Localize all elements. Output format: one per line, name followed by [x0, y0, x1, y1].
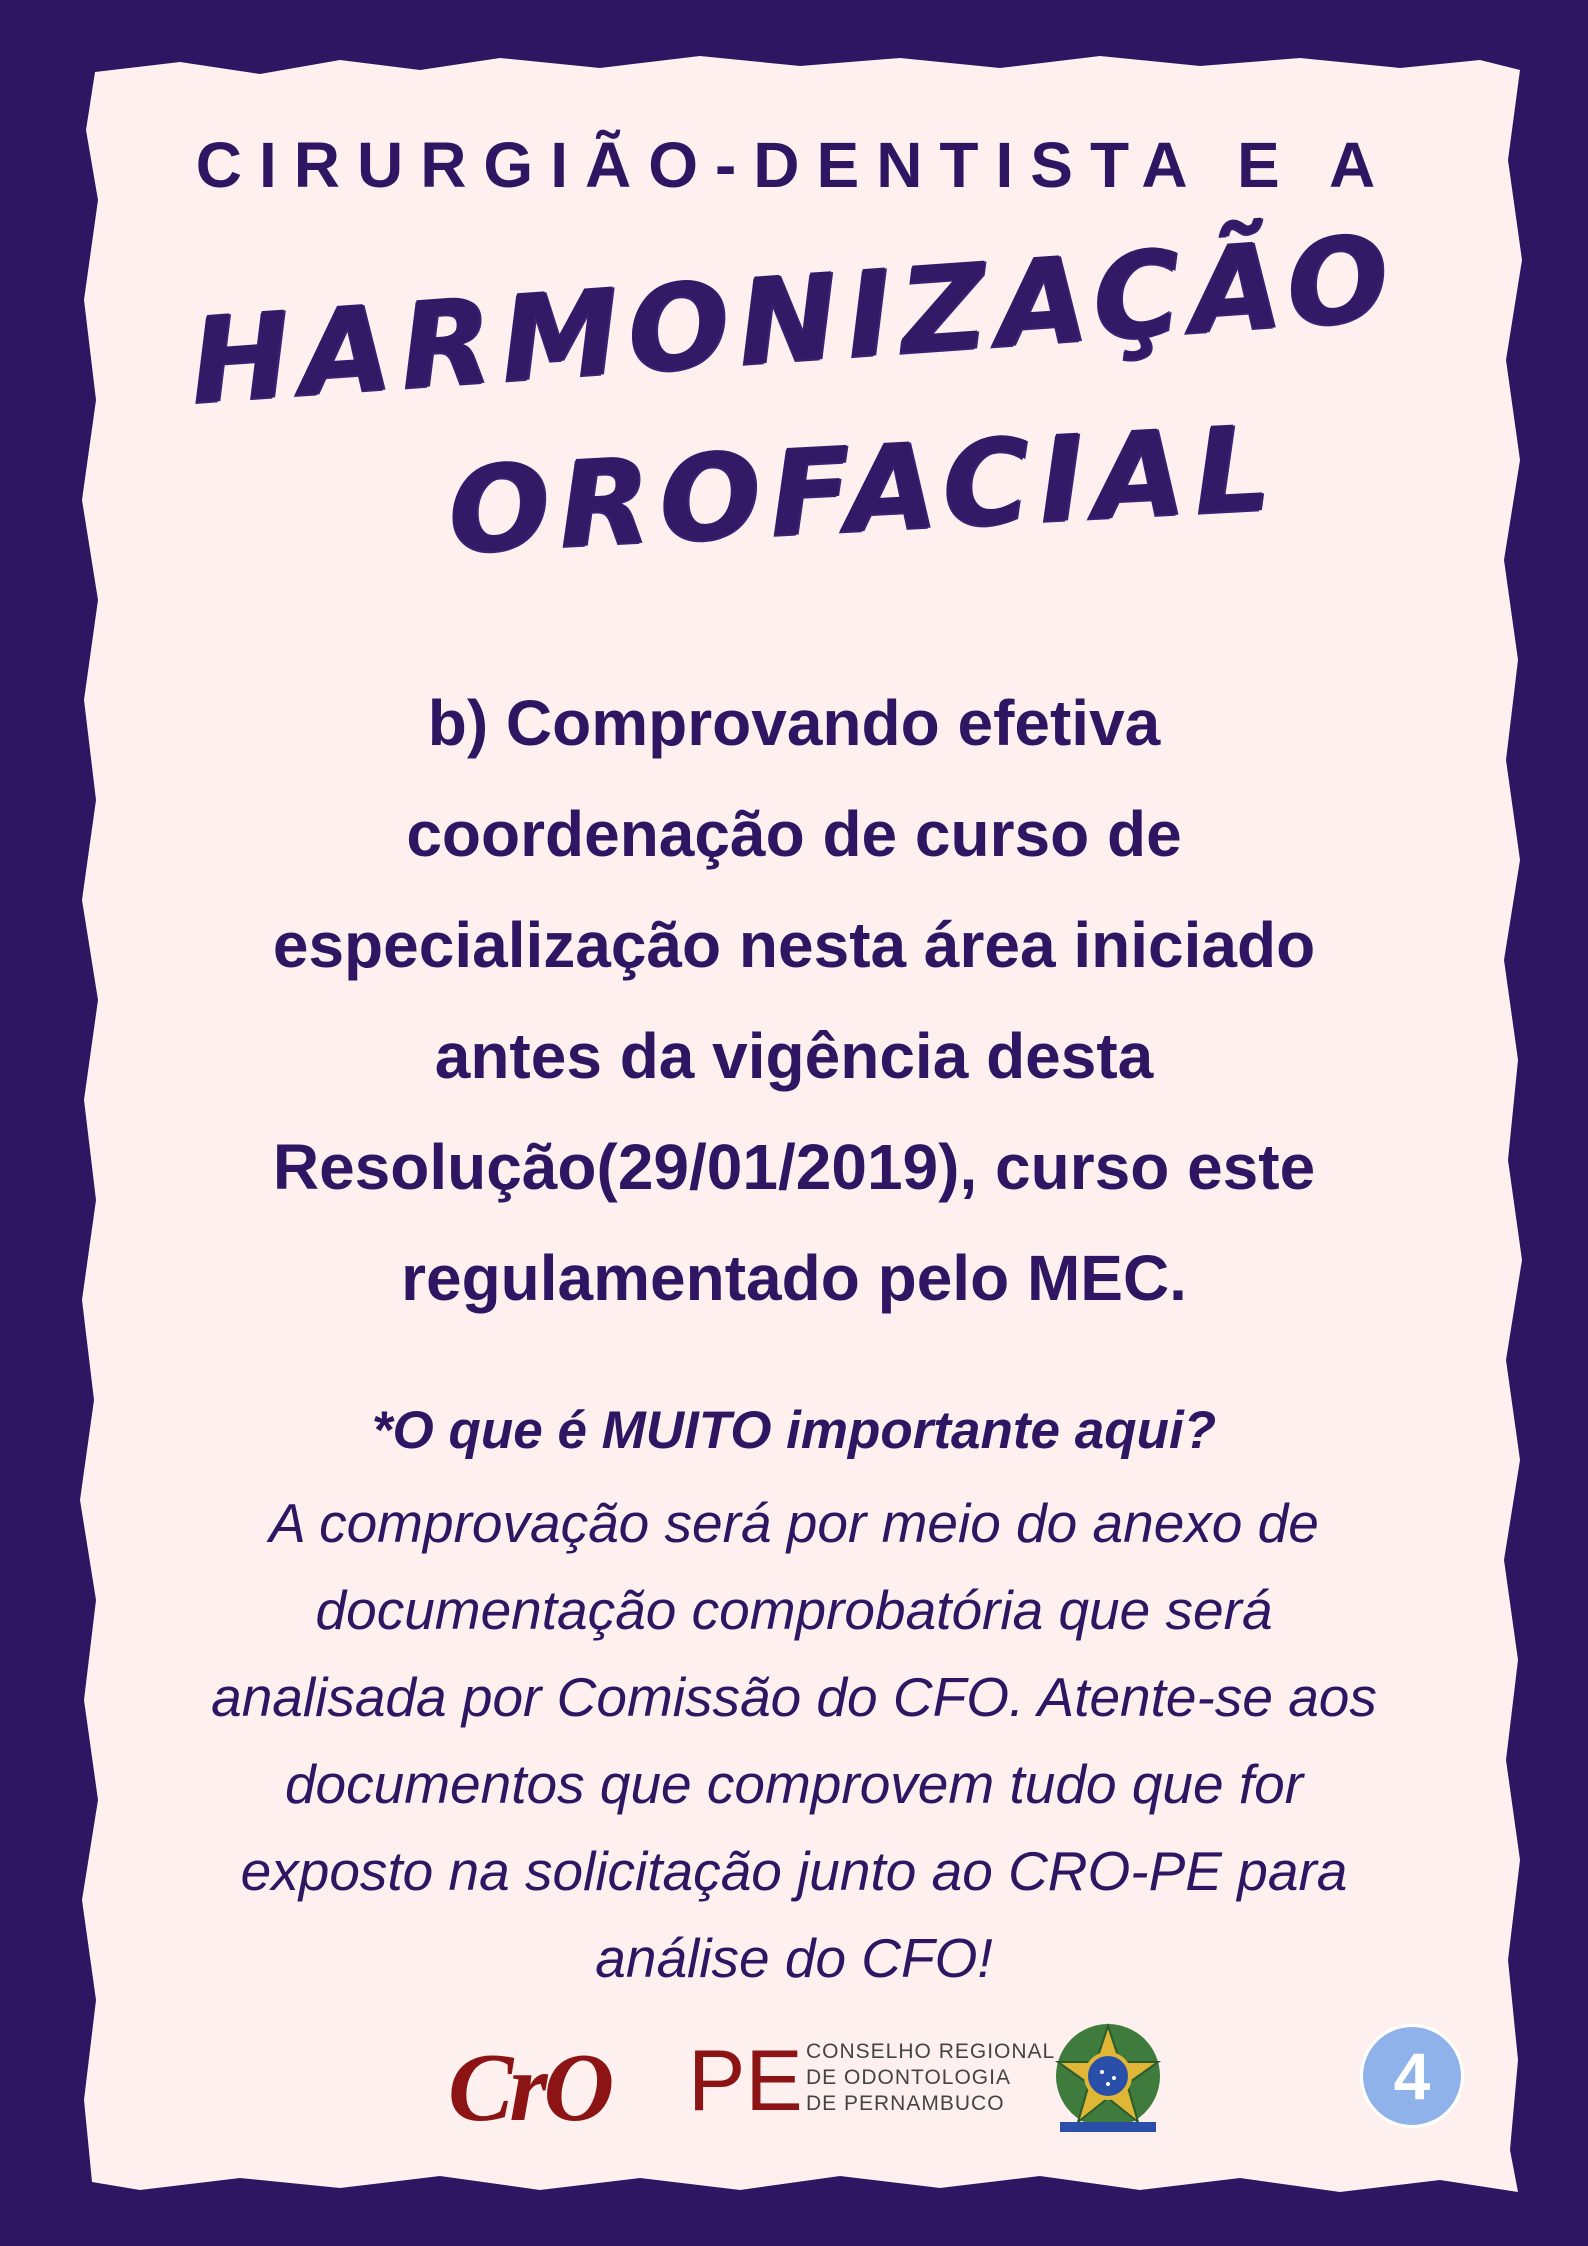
body-paragraph	[110, 668, 1478, 1334]
page-number-badge: 4	[1360, 2024, 1464, 2128]
note-line: exposto na solicitação junto ao CRO-PE para	[240, 1840, 1348, 1902]
note-paragraph	[80, 1480, 1508, 2002]
body-line: especialização nesta área iniciado	[272, 909, 1316, 981]
title-line-1: HARMONIZAÇÃO	[186, 207, 1402, 431]
body-line: b) Comprovando efetiva	[427, 687, 1161, 759]
body-line: coordenação de curso de	[406, 798, 1182, 870]
note-line: análise do CFO!	[595, 1927, 993, 1989]
org-name-line: CONSELHO REGIONAL	[806, 2040, 1056, 2063]
note-line: analisada por Comissão do CFO. Atente-se aos	[211, 1666, 1377, 1728]
body-line: Resolução(29/01/2019), curso este	[272, 1131, 1316, 1203]
note-title: *O que é MUITO importante aqui?	[371, 1401, 1217, 1460]
org-name-line: DE ODONTOLOGIA	[806, 2066, 1011, 2089]
body-line: antes da vigência desta	[434, 1020, 1154, 1092]
note-line: documentação comprobatória que será	[315, 1579, 1273, 1641]
cro-logo-suffix: PE	[688, 2033, 803, 2129]
title-line-2: OROFACIAL	[445, 398, 1283, 580]
org-name-line: DE PERNAMBUCO	[806, 2092, 1005, 2115]
body-line: regulamentado pelo MEC.	[401, 1242, 1187, 1314]
cro-logo-word: CrO	[448, 2034, 611, 2142]
note-line: documentos que comprovem tudo que for	[284, 1753, 1304, 1815]
note-line: A comprovação será por meio do anexo de	[269, 1492, 1319, 1554]
supertitle: CIRURGIÃO-DENTISTA E A	[195, 129, 1393, 201]
